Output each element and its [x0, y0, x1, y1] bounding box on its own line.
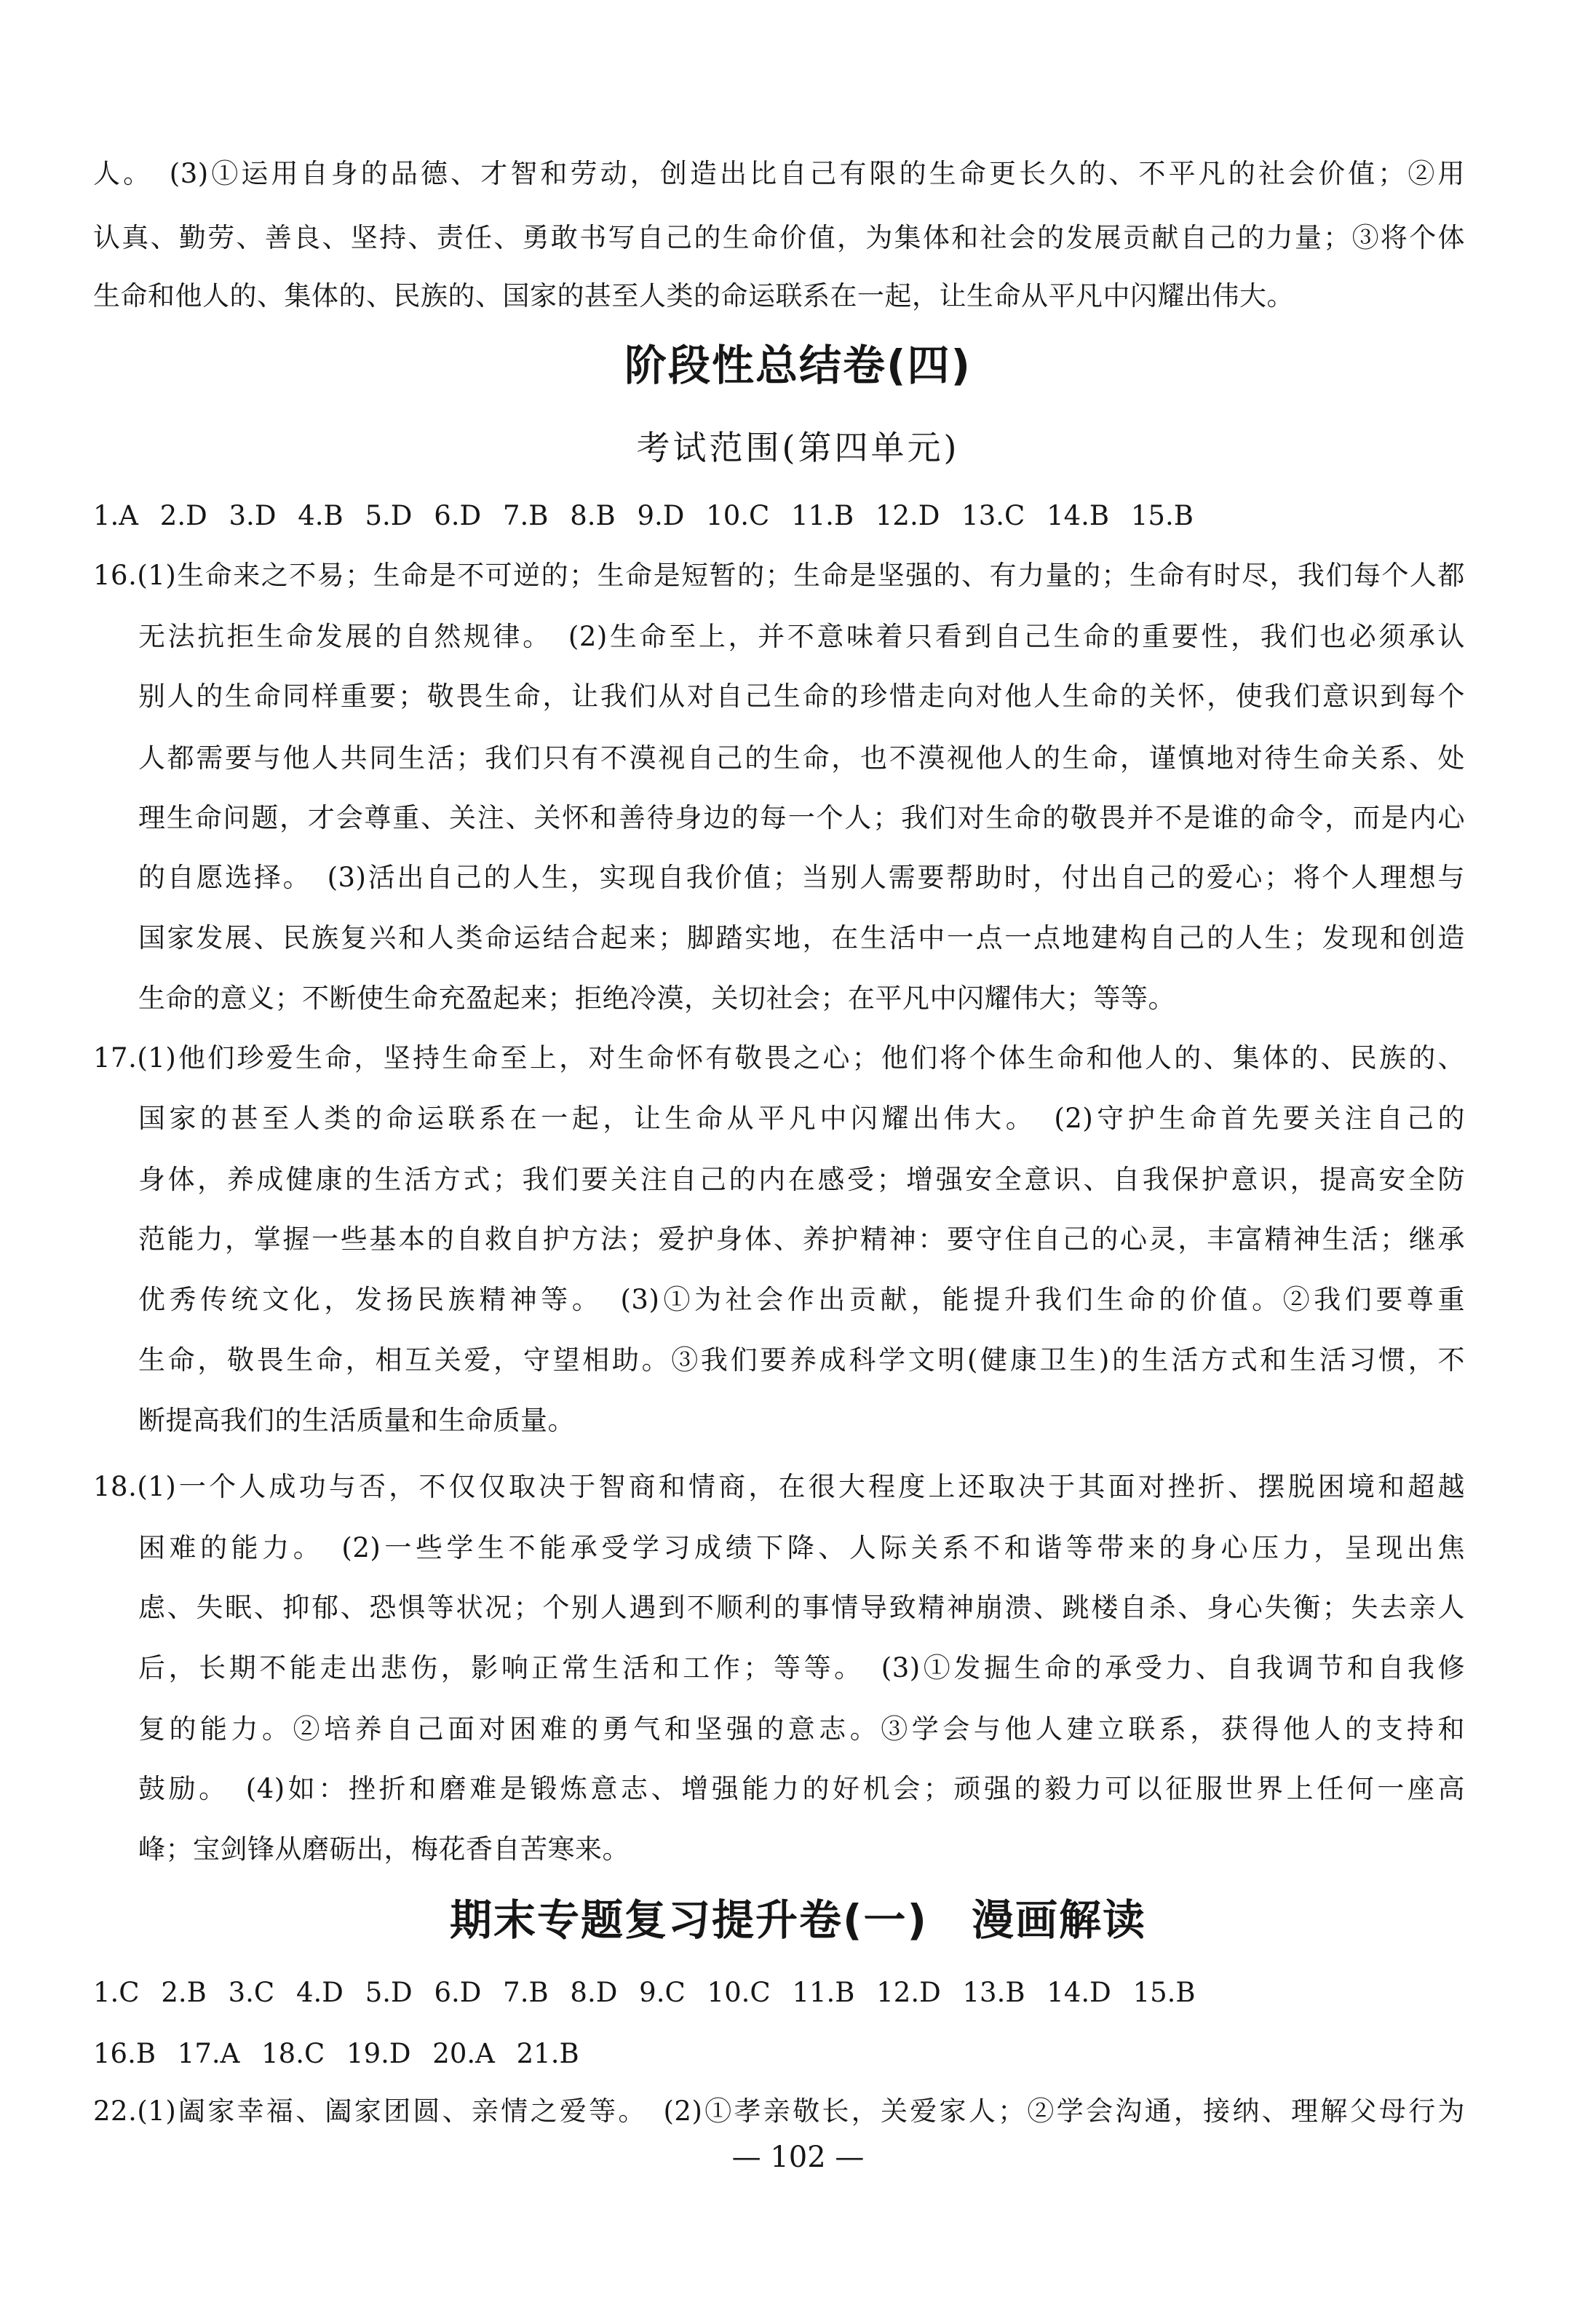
multiple-choice-answers: 1.C 2.B 3.C 4.D 5.D 6.D 7.B 8.D 9.C 10.C 11.B 12.D 13.B 14.D 15.B	[93, 1977, 1196, 2008]
text-line: 人。 (3)①运用自身的品德、才智和劳动，创造出比自己有限的生命更长久的、不平凡的社会价值；②用	[93, 158, 1465, 189]
answer-line-q16: 生命的意义；不断使生命充盈起来；拒绝冷漠，关切社会；在平凡中闪耀伟大；等等。	[138, 983, 1175, 1014]
answer-line-q18: 峰；宝剑锋从磨砺出，梅花香自苦寒来。	[138, 1833, 630, 1865]
answer-line-q16: 理生命问题，才会尊重、关注、关怀和善待身边的每一个人；我们对生命的敬畏并不是谁的命令，而是内心	[138, 802, 1465, 833]
answer-line-q17: 断提高我们的生活质量和生命质量。	[138, 1405, 575, 1436]
answer-line-q16: 16.(1)生命来之不易；生命是不可逆的；生命是短暂的；生命是坚强的、有力量的；生命有时尽，我们每个人都	[93, 560, 1465, 591]
text-line: 认真、勤劳、善良、坚持、责任、勇敢书写自己的生命价值，为集体和社会的发展贡献自己的力量；③将个体	[93, 222, 1465, 253]
answer-line-q18: 鼓励。 (4)如：挫折和磨难是锻炼意志、增强能力的好机会；顽强的毅力可以征服世界上任何一座高	[138, 1773, 1465, 1804]
answer-line-q17: 国家的甚至人类的命运联系在一起，让生命从平凡中闪耀出伟大。 (2)守护生命首先要关注自己的	[138, 1103, 1465, 1134]
section-title: 期末专题复习提升卷(一) 漫画解读	[449, 1895, 1147, 1945]
answer-line-q17: 17.(1)他们珍爱生命，坚持生命至上，对生命怀有敬畏之心；他们将个体生命和他人的、集体的、民族的、	[93, 1042, 1465, 1074]
section-title: 阶段性总结卷(四)	[624, 341, 972, 390]
answer-line-q18: 复的能力。②培养自己面对困难的勇气和坚强的意志。③学会与他人建立联系，获得他人的支持和	[138, 1713, 1465, 1745]
answer-line-q17: 身体，养成健康的生活方式；我们要关注自己的内在感受；增强安全意识、自我保护意识，提高安全防	[138, 1164, 1465, 1195]
answer-line-q17: 生命，敬畏生命，相互关爱，守望相助。③我们要养成科学文明(健康卫生)的生活方式和生活习惯，不	[138, 1344, 1465, 1376]
answer-line-q16: 无法抗拒生命发展的自然规律。 (2)生命至上，并不意味着只看到自己生命的重要性，我们也必须承认	[138, 621, 1465, 652]
answer-line-q16: 人都需要与他人共同生活；我们只有不漠视自己的生命，也不漠视他人的生命，谨慎地对待生命关系、处	[138, 742, 1465, 774]
answer-line-q18: 困难的能力。 (2)一些学生不能承受学习成绩下降、人际关系不和谐等带来的身心压力，呈现出焦	[138, 1532, 1465, 1563]
text-line: 生命和他人的、集体的、民族的、国家的甚至人类的命运联系在一起，让生命从平凡中闪耀出伟大。	[93, 280, 1294, 312]
answer-line-q17: 优秀传统文化，发扬民族精神等。 (3)①为社会作出贡献，能提升我们生命的价值。②我们要尊重	[138, 1284, 1465, 1315]
section-subtitle: 考试范围(第四单元)	[636, 428, 960, 467]
multiple-choice-answers: 1.A 2.D 3.D 4.B 5.D 6.D 7.B 8.B 9.D 10.C 11.B 12.D 13.C 14.B 15.B	[93, 500, 1194, 531]
answer-line-q16: 的自愿选择。 (3)活出自己的人生，实现自我价值；当别人需要帮助时，付出自己的爱心；将个人理想与	[138, 862, 1465, 893]
multiple-choice-answers: 16.B 17.A 18.C 19.D 20.A 21.B	[93, 2038, 579, 2069]
answer-line-q18: 后，长期不能走出悲伤，影响正常生活和工作；等等。 (3)①发掘生命的承受力、自我调节和自我修	[138, 1652, 1465, 1684]
answer-line-q18: 18.(1)一个人成功与否，不仅仅取决于智商和情商，在很大程度上还取决于其面对挫折、摆脱困境和超越	[93, 1471, 1465, 1502]
answer-line-q16: 别人的生命同样重要；敬畏生命，让我们从对自己生命的珍惜走向对他人生命的关怀，使我们意识到每个	[138, 681, 1465, 712]
answer-line-q16: 国家发展、民族复兴和人类命运结合起来；脚踏实地，在生活中一点一点地建构自己的人生；发现和创造	[138, 922, 1465, 953]
answer-line-q17: 范能力，掌握一些基本的自救自护方法；爱护身体、养护精神：要守住自己的心灵，丰富精神生活；继承	[138, 1224, 1465, 1255]
page-number: — 102 —	[731, 2141, 865, 2174]
answer-line-q18: 虑、失眠、抑郁、恐惧等状况；个别人遇到不顺利的事情导致精神崩溃、跳楼自杀、身心失衡；失去亲人	[138, 1592, 1465, 1623]
answer-line-q22: 22.(1)阖家幸福、阖家团圆、亲情之爱等。 (2)①孝亲敬长，关爱家人；②学会沟通，接纳、理解父母行为	[93, 2095, 1465, 2127]
